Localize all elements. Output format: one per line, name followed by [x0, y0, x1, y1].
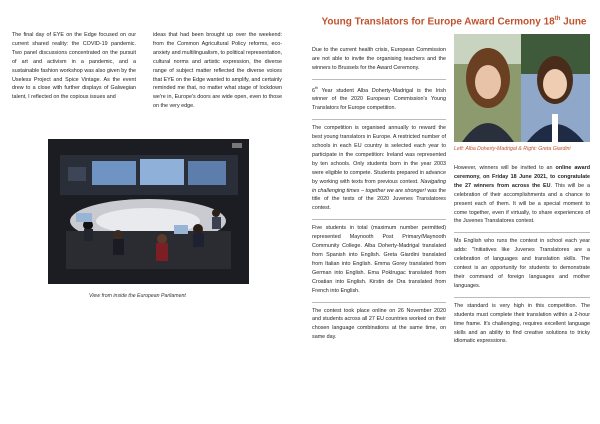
portrait-left-photo — [454, 34, 521, 142]
paragraph: The standard is very high in this competition. The students must complete their translation within a 2-hour time frame. It's challenging, requires excellent language skills and an ability to find creative solutions to tricky idiomatic expressions. — [454, 302, 590, 345]
paragraph-block — [312, 79, 446, 114]
paragraph-block — [312, 302, 446, 343]
paragraph: The contest took place online on 26 November 2020 and students across all 27 EU countries worked on their chosen language combinations at the same time, on same day. — [312, 307, 446, 341]
paragraph-block — [454, 232, 590, 290]
article-left-column-1 — [12, 31, 136, 102]
portraits-caption: Left: Alba Doherty-Madrigal & Right: Greta Giardini — [454, 146, 571, 152]
european-parliament-photo — [48, 139, 249, 284]
paragraph: The competition is organised annually to reward the best young translators in Europe. A restricted number of schools in each EU country is selected each year to participate in the competition: Ireland was represented by ten schools. Only students born in the year 2003 were eligible to compete. Students prepared in advance by working with texts from previous contest. Navigating in challenging times – together we are stronger! was the title of the texts of the 2020 Juvenes Translatores contest. — [312, 125, 446, 212]
page-title: Young Translators for Europe Award Cermony 18th June — [321, 16, 587, 28]
article-left-column-2 — [153, 31, 282, 111]
paragraph-block — [454, 297, 590, 347]
photo-caption: View from inside the European Parliament — [89, 293, 186, 299]
article-middle-column — [312, 42, 446, 348]
paragraph-block — [312, 42, 446, 73]
paragraph: 6th Year student Alba Doherty-Madrigal is the Irish winner of the 2020 European Commission's Young Translators for Europe competition. — [312, 85, 446, 112]
paragraph-block — [454, 160, 590, 226]
paragraph: However, winners will be invited to an online award ceremony, on Friday 18 June 2021, to congratulate the 27 winners from across the EU. This will be a celebration of their accomplishments and a chance to present each of them. It will be a special moment to come together, even if virtually, to share experiences of the Juvenes Translatores contest. — [454, 165, 590, 225]
article-right-column — [454, 160, 590, 352]
paragraph: The final day of EYE on the Edge focused on our current shared reality: the COVID-19 pandemic. Two panel discussions concentrated on the pursuit of art and activism in a pandemic, and a sustainable fashion workshop was also given by the Useless Project and Spice Vintage. As the event drew to a close with further displays of Galwegian talent, I reflected on the copious issues and — [12, 32, 136, 101]
portrait-right-photo — [521, 34, 590, 142]
paragraph: Ms English who runs the contest in school each year adds: "Initiatives like Juvenes Translatores are a celebration of languages and translation skills. The contest is an opportunity for students to demonstrate their command of foreign languages and mother languages. — [454, 238, 590, 289]
paragraph: Due to the current health crisis, European Commission are not able to invite the organising teachers and the winners to Brussels for the Award Ceremony. — [312, 47, 446, 71]
paragraph-block — [312, 119, 446, 213]
paragraph: Five students in total (maximum number permitted) represented Maynooth Post Primary/Maynooth Community College. Alba Doherty-Madrigal translated from Spanish into English. Greta Giardini translated from Italian into English. Emma Gorey translated from German into English. Ema Poklrugac translated from Croatian into English. Kirstin de Ora translated from French into English. — [312, 225, 446, 294]
paragraph: ideas that had been brought up over the weekend: from the Common Agricultural Policy reforms, eco-anxiety and multilingualism, to political representation, cultural norms and artistic expression, the diverse range of subject matter reflected the diverse voices that EYE on the Edge wanted to amplify, and certainly reminded me that, no matter what stage of lockdown we're in, Europe's doors are wide open, even to those on the very edge. — [153, 32, 282, 110]
paragraph-block — [312, 219, 446, 295]
